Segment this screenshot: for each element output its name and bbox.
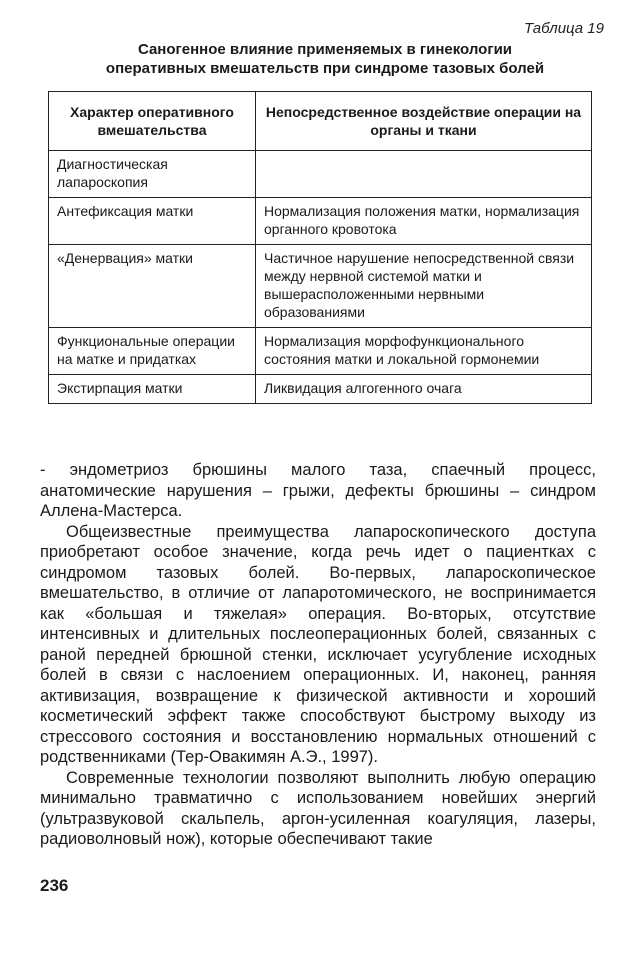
table-number: Таблица 19 bbox=[523, 20, 604, 37]
caption-line-1: Саногенное влияние применяемых в гинекологии bbox=[137, 41, 513, 58]
surgery-effects-table bbox=[48, 91, 592, 404]
paragraph-continuation: - эндометриоз брюшины малого таза, спаечный процесс, анатомические нарушения – грыжи, дефекты брюшины – синдром Аллена-Мастерса. bbox=[40, 461, 596, 520]
table-header-row bbox=[49, 92, 592, 151]
table-row bbox=[49, 375, 592, 404]
cell-intervention: Экстирпация матки bbox=[49, 375, 256, 404]
table-row bbox=[49, 328, 592, 375]
paragraph: Современные технологии позволяют выполнить любую операцию минимально травматично с использованием новейших энергий (ультразвуковой скальпель, аргон-усиленная коагуляция, лазеры, радиоволновый нож), которые обеспечивают такие bbox=[40, 768, 596, 848]
body-text bbox=[40, 460, 596, 850]
table-row bbox=[49, 198, 592, 245]
table-caption bbox=[60, 40, 590, 78]
cell-intervention: «Денервация» матки bbox=[49, 245, 256, 328]
cell-intervention: Функциональные операции на матке и придатках bbox=[49, 328, 256, 375]
cell-effect: Ликвидация алгогенного очага bbox=[256, 375, 592, 404]
header-intervention-type: Характер оперативного вмешательства bbox=[49, 92, 256, 151]
cell-effect: Нормализация положения матки, нормализация органного кровотока bbox=[256, 198, 592, 245]
caption-line-2: оперативных вмешательств при синдроме тазовых болей bbox=[105, 60, 545, 77]
header-direct-effect: Непосредственное воздействие операции на органы и ткани bbox=[256, 92, 592, 151]
cell-intervention: Антефиксация матки bbox=[49, 198, 256, 245]
table-row bbox=[49, 245, 592, 328]
table-row bbox=[49, 151, 592, 198]
cell-intervention: Диагностическая лапароскопия bbox=[49, 151, 256, 198]
page-number: 236 bbox=[40, 876, 69, 895]
cell-effect: Нормализация морфофункционального состояния матки и локальной гормонемии bbox=[256, 328, 592, 375]
cell-effect: Частичное нарушение непосредственной связи между нервной системой матки и вышерасположенными нервными образованиями bbox=[256, 245, 592, 328]
paragraph: Общеизвестные преимущества лапароскопического доступа приобретают особое значение, когда речь идет о пациентках с синдромом тазовых болей. Во-первых, лапароскопическое вмешательство, в отличие от лапаротомического, не воспринимается как «большая и тяжелая» операция. Во-вторых, отсутствие интенсивных и длительных послеоперационных болей, связанных с раной передней брюшной стенки, исключает усугубление исходных болей в связи с наслоением операционных. И, наконец, ранняя активизация, возвращение к физической активности и хороший косметический эффект также способствуют быстрому выходу из стрессового состояния и восстановлению нормальных отношений с родственниками (Тер-Овакимян А.Э., 1997). bbox=[40, 522, 596, 766]
cell-effect bbox=[256, 151, 592, 198]
